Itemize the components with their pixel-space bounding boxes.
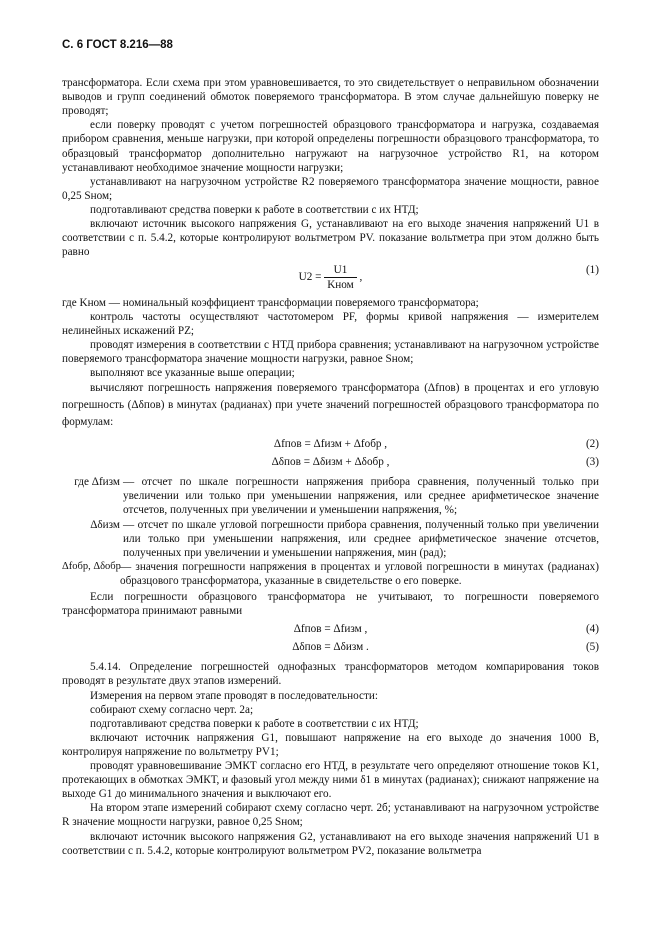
paragraph: проводят измерения в соответствии с НТД прибора сравнения; устанавливают на нагрузочном устройстве поверяемого трансформатора значение мощности нагрузки, равное Sном; xyxy=(62,338,599,365)
paragraph: если поверку проводят с учетом погрешностей образцового трансформатора и нагрузка, создаваемая прибором сравнения, меньше нагрузки, при которой определены погрешности образцового трансформатора, то образцовый трансформатор дополнительно нагружают на нагрузочное устройство R1, на котором устанавливают необходимое значение мощности нагрузки; xyxy=(62,119,599,174)
where-item xyxy=(62,518,599,560)
where-item-symbol: где Δfизм xyxy=(74,476,120,489)
formula-2-text: Δfпов = Δfизм + Δfобр , xyxy=(273,438,388,451)
where-item-text: — отсчет по шкале погрешности напряжения прибора сравнения, полученный только при увеличении или только при уменьшении напряжения, или среднее арифметическое значение отсчетов, полученных при увеличении и уменьшении напряжения, %; xyxy=(123,476,599,517)
where-item xyxy=(62,560,599,588)
formula-4-number: (4) xyxy=(585,623,599,636)
formula-1-tail: , xyxy=(359,271,363,284)
formula-1-denominator: Kном xyxy=(327,279,354,292)
formula-5-text: Δδпов = Δδизм . xyxy=(292,641,369,654)
formula-1-fraction xyxy=(324,263,357,292)
paragraph: выполняют все указанные выше операции; xyxy=(90,366,295,379)
where-item-text: — значения погрешности напряжения в процентах и угловой погрешности в минутах (радианах) образцового трансформатора, указанные в свидетельстве о его поверке. xyxy=(120,560,599,587)
formula-3 xyxy=(62,455,599,469)
where-item xyxy=(62,475,599,517)
paragraph: включают источник высокого напряжения G, устанавливают на его выходе значения напряжений U1 в соответствии с п. 5.4.2, которые контролируют вольтметром PV. показание вольтметра при этом должно быть равно xyxy=(62,218,599,259)
paragraph: включают источник высокого напряжения G2, устанавливают на его выходе значения напряжений U1 в соответствии с п. 5.4.2, которые контролируют вольтметром PV2, показание вольтметра xyxy=(62,830,599,857)
page-header: С. 6 ГОСТ 8.216—88 xyxy=(62,39,173,51)
where-item-symbol: Δδизм xyxy=(90,518,120,531)
formula-3-text: Δδпов = Δδизм + Δδобр , xyxy=(271,456,390,469)
paragraph: устанавливают на нагрузочном устройстве R2 поверяемого трансформатора значение мощности, равное 0,25 Sном; xyxy=(62,175,599,202)
where-item-symbol: Δfобр, Δδобр xyxy=(62,560,121,572)
formula-5-number: (5) xyxy=(585,641,599,654)
where-list xyxy=(62,475,599,588)
formula-2 xyxy=(62,437,599,451)
paragraph: контроль частоты осуществляют частотомером PF, формы кривой напряжения — измерителем нелинейных искажений PZ; xyxy=(62,310,599,337)
where-item-text: — отсчет по шкале угловой погрешности прибора сравнения, полученный только при увеличении или только при уменьшении напряжения, или среднее арифметическое значение отсчетов, полученных при увеличении и уменьшении напряжения, мин (рад); xyxy=(123,518,599,559)
paragraph: Измерения на первом этапе проводят в последовательности: xyxy=(90,689,378,702)
paragraph: где Kном — номинальный коэффициент трансформации поверяемого трансформатора; xyxy=(62,296,479,309)
paragraph: трансформатора. Если схема при этом уравновешивается, то это свидетельствует о неправильном обозначении выводов и групп соединений обмоток поверяемого трансформатора. В этом случае дальнейшую поверку не проводят; xyxy=(62,77,599,118)
formula-4 xyxy=(62,622,599,636)
paragraph: собирают схему согласно черт. 2а; xyxy=(90,703,254,716)
paragraph: подготавливают средства поверки к работе в соответствии с их НТД; xyxy=(90,203,419,216)
formula-1 xyxy=(62,263,599,292)
formula-2-number: (2) xyxy=(585,438,599,451)
paragraph: На втором этапе измерений собирают схему согласно черт. 2б; устанавливают на нагрузочном устройстве R значение мощности нагрузки, равное 0,25 Sном; xyxy=(62,802,599,829)
paragraph: включают источник напряжения G1, повышают напряжение на его выходе до значения 1000 В, контролируя напряжение по вольтметру PV1; xyxy=(62,731,599,758)
paragraph: проводят уравновешивание ЭМКТ согласно его НТД, в результате чего определяют отношение токов K1, протекающих в обмотках ЭМКТ, и фазовый угол между ними δ1 в минутах (радианах); снижают напряжение на выходе G1 до минимального значения и выключают его. xyxy=(62,760,599,801)
formula-1-numerator: U1 xyxy=(324,263,357,278)
formula-1-lhs: U2 = xyxy=(298,271,322,284)
formula-1-number: (1) xyxy=(585,264,599,277)
paragraph: подготавливают средства поверки к работе в соответствии с их НТД; xyxy=(90,717,419,730)
formula-3-number: (3) xyxy=(585,456,599,469)
formula-4-text: Δfпов = Δfизм , xyxy=(293,623,368,636)
paragraph: Если погрешности образцового трансформатора не учитывают, то погрешности поверяемого трансформатора принимают равными xyxy=(62,591,599,618)
paragraph: 5.4.14. Определение погрешностей однофазных трансформаторов методом компарирования токов проводят в результате двух этапов измерений. xyxy=(62,661,599,688)
formula-5 xyxy=(62,640,599,654)
paragraph: вычисляют погрешность напряжения поверяемого трансформатора (Δfпов) в процентах и его угловую погрешность (Δδпов) в минутах (радианах) при учете значений погрешностей образцового трансформатора по формулам: xyxy=(62,382,599,429)
